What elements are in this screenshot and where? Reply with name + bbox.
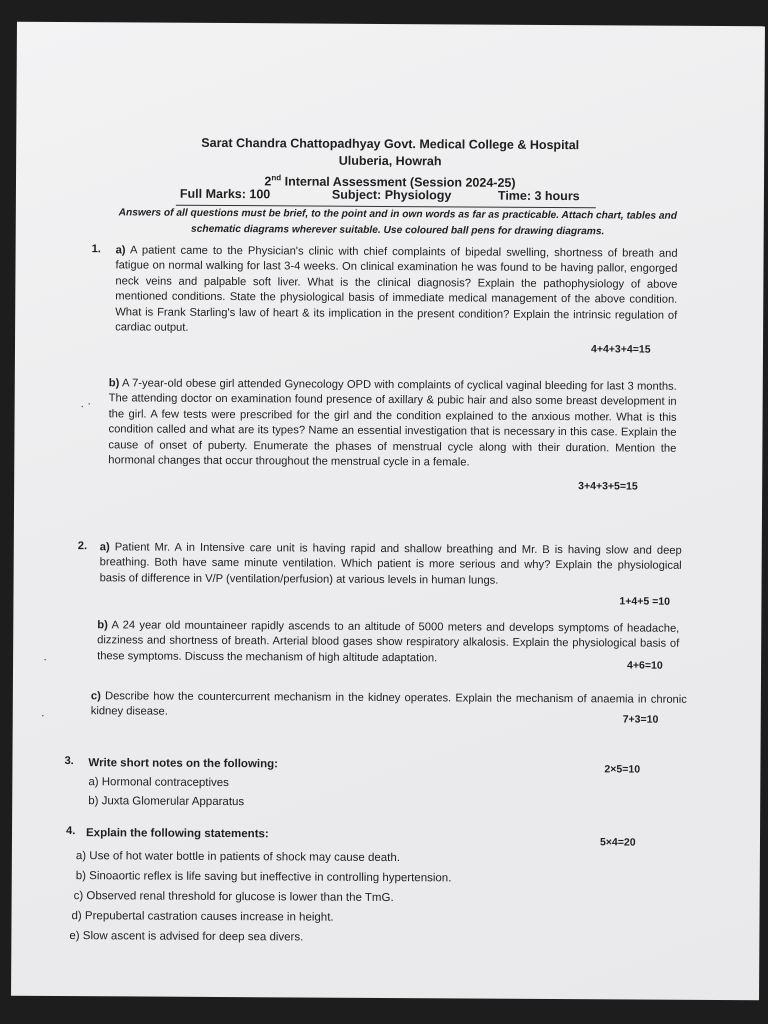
question-1a-label: a) (115, 244, 126, 257)
question-number: 2. (77, 540, 88, 553)
statement-item: d) Prepubertal castration causes increase in height. (71, 910, 334, 924)
statement-item: b) Sinoaortic reflex is life saving but ineffective in controlling hypertension. (75, 870, 452, 885)
statement-item: e) Slow ascent is advised for deep sea divers. (69, 930, 304, 944)
question-1b-text: A 7-year-old obese girl attended Gynecology OPD with complaints of cyclical vaginal bleeding for last 3 months. The attending doctor on examination found presence of axillary & pubic hair and also some breast development in the girl. A few tests were prescribed for the girl and the condition explained to the anxious mother. What is this condition called and what are its types? Name an essential investigation that is necessary in this case. Explain the cause of onset of puberty. Enumerate the phases of menstrual cycle along with their duration. Mention the hormonal changes that occur throughout the menstrual cycle in a female. (108, 377, 677, 469)
subject: Subject: Physiology (331, 187, 452, 203)
exam-paper (11, 22, 765, 1001)
question-1b-marks: 3+4+3+5=15 (578, 480, 638, 493)
exam-ordinal: 2 (264, 174, 272, 189)
exam-name: Internal Assessment (Session 2024-25) (281, 174, 516, 190)
exam-ordinal-sup: nd (271, 173, 282, 183)
instructions: Answers of all questions must be brief, to the point and in own words as far as practicable. Attach chart, tables and schematic diagrams wherever suitable. Use coloured ball pens for drawing diagrams. (118, 207, 678, 238)
college-name: Sarat Chandra Chattopadhyay Govt. Medical College & Hospital (201, 135, 580, 153)
full-marks: Full Marks: 100 (179, 186, 271, 202)
question-1a (115, 243, 678, 339)
exam-meta-row (176, 187, 596, 209)
question-2a-label: a) (99, 541, 110, 554)
question-1b-label: b) (108, 377, 120, 390)
question-2c-label: c) (90, 690, 101, 703)
question-2a-marks: 1+4+5 =10 (619, 595, 671, 608)
question-2b-text: A 24 year old mountaineer rapidly ascends to an altitude of 5000 meters and develops symptoms of headache, dizziness and shortness of breath. Arterial blood gases show respiratory alkalosis. Explain the physiological basis of these symptoms. Discuss the mechanism of high altitude adaptation. (97, 619, 680, 665)
question-4-marks: 5×4=20 (599, 836, 636, 849)
margin-dot: · (40, 707, 45, 722)
question-2a-text: Patient Mr. A in Intensive care unit is having rapid and shallow breathing and Mr. B is having slow and deep breathing. Both have same minute ventilation. Which patient is more serious and why? Explain the physiological basis of difference in V/P (ventilation/perfusion) at various levels in human lungs. (99, 541, 682, 587)
question-2c (90, 689, 687, 726)
statement-item: a) Use of hot water bottle in patients of shock may cause death. (75, 850, 401, 865)
exam-time: Time: 3 hours (497, 188, 580, 204)
question-2b-marks: 4+6=10 (627, 659, 663, 672)
question-3-title: Write short notes on the following: (88, 757, 279, 771)
question-1a-text: A patient came to the Physician's clinic with chief complaints of bipedal swelling, shortness of breath and fatigue on normal walking for last 3-4 weeks. On clinical examination he was found to be having pallor, engorged neck veins and palpable soft liver. What is the clinical diagnosis? Explain the pathophysiology of above mentioned conditions. State the physiological basis of immediate medical management of the above condition. What is Frank Starling's law of heart & its implication in the present condition? Explain the intrinsic regulation of cardiac output. (115, 244, 678, 334)
short-note-item: a) Hormonal contraceptives (88, 776, 229, 790)
question-number: 1. (91, 243, 101, 256)
margin-dot: . · (80, 396, 92, 411)
statement-item: c) Observed renal threshold for glucose is lower than the TmG. (73, 890, 394, 905)
margin-dot: · (43, 651, 48, 666)
question-4-title: Explain the following statements: (85, 827, 269, 841)
question-2c-marks: 7+3=10 (622, 713, 659, 726)
question-2b-label: b) (97, 619, 108, 632)
question-number: 4. (66, 825, 76, 838)
question-3-marks: 2×5=10 (604, 763, 641, 776)
short-note-item: b) Juxta Glomerular Apparatus (88, 795, 245, 809)
question-number: 3. (64, 755, 74, 768)
question-2c-text: Describe how the countercurrent mechanism in the kidney operates. Explain the mechanism of anaemia in chronic kidney disease. (90, 690, 687, 719)
college-place: Uluberia, Howrah (338, 153, 442, 169)
question-2a (100, 540, 682, 590)
paper-header (16, 134, 764, 194)
question-1b (108, 376, 677, 472)
question-1a-marks: 4+4+3+4=15 (590, 343, 651, 356)
question-2b (97, 618, 679, 668)
